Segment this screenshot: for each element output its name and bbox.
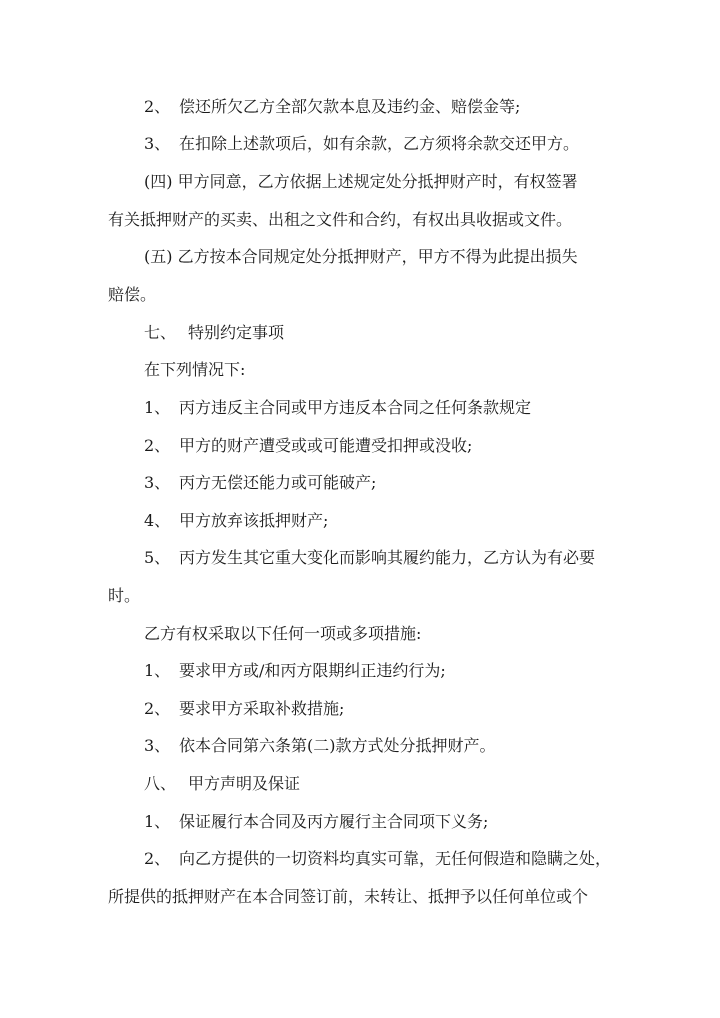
- paragraph-line: [144, 359, 245, 381]
- paragraph-line: [108, 209, 572, 231]
- clause-number: 3、: [144, 473, 171, 492]
- clause-text: 要求甲方采取补救措施;: [179, 699, 345, 718]
- clause-line: [144, 848, 611, 870]
- clause-text: 依本合同第六条第(二)款方式处分抵押财产。: [179, 736, 496, 755]
- clause-line: [144, 472, 376, 494]
- clause-line: [144, 133, 579, 155]
- clause-text: 保证履行本合同及丙方履行主合同项下义务;: [179, 812, 489, 831]
- clause-number: 1、: [144, 661, 171, 680]
- paragraph-text: 时。: [108, 586, 141, 605]
- paragraph-line: [144, 246, 578, 268]
- clause-line: [144, 660, 446, 682]
- clause-number: 2、: [144, 849, 171, 868]
- clause-line: [144, 698, 344, 720]
- clause-text: 甲方放弃该抵押财产;: [179, 511, 329, 530]
- clause-text: 丙方无偿还能力或可能破产;: [179, 473, 377, 492]
- section-number: 八、: [144, 774, 177, 793]
- clause-number: 4、: [144, 511, 171, 530]
- clause-text: 丙方发生其它重大变化而影响其履约能力，乙方认为有必要: [179, 548, 596, 567]
- clause-text: 向乙方提供的一切资料均真实可靠，无任何假造和隐瞒之处，: [179, 849, 612, 868]
- clause-number: 3、: [144, 134, 171, 153]
- clause-number: 5、: [144, 548, 171, 567]
- paragraph-text: (四) 甲方同意，乙方依据上述规定处分抵押财产时，有权签署: [144, 172, 578, 191]
- clause-number: 3、: [144, 736, 171, 755]
- paragraph-text: 在下列情况下:: [144, 360, 246, 379]
- clause-text: 丙方违反主合同或甲方违反本合同之任何条款规定: [179, 398, 532, 417]
- clause-number: 2、: [144, 436, 171, 455]
- clause-text: 甲方的财产遭受或或可能遭受扣押或没收;: [179, 436, 473, 455]
- clause-line: [144, 547, 595, 569]
- clause-line: [144, 397, 531, 419]
- clause-text: 要求甲方或/和丙方限期纠正违约行为;: [179, 661, 446, 680]
- paragraph-line: [108, 284, 156, 306]
- clause-text: 偿还所欠乙方全部欠款本息及违约金、赔偿金等;: [179, 97, 521, 116]
- paragraph-text: 赔偿。: [108, 285, 157, 304]
- clause-number: 2、: [144, 97, 171, 116]
- clause-number: 1、: [144, 398, 171, 417]
- paragraph-text: 所提供的抵押财产在本合同签订前，未转让、抵押予以任何单位或个: [108, 887, 589, 906]
- paragraph-line: [108, 585, 140, 607]
- clause-line: [144, 735, 496, 757]
- section-title: 特别约定事项: [188, 323, 285, 342]
- paragraph-line: [144, 171, 578, 193]
- clause-number: 2、: [144, 699, 171, 718]
- section-number: 七、: [144, 323, 177, 342]
- clause-line: [144, 510, 328, 532]
- paragraph-line: [108, 886, 588, 908]
- clause-number: 1、: [144, 812, 171, 831]
- section-title: 甲方声明及保证: [188, 774, 301, 793]
- paragraph-text: (五) 乙方按本合同规定处分抵押财产，甲方不得为此提出损失: [144, 247, 578, 266]
- paragraph-text: 有关抵押财产的买卖、出租之文件和合约，有权出具收据或文件。: [108, 210, 573, 229]
- paragraph-text: 乙方有权采取以下任何一项或多项措施:: [144, 624, 422, 643]
- section-heading: [144, 322, 284, 344]
- section-heading: [144, 773, 300, 795]
- clause-line: [144, 435, 472, 457]
- clause-text: 在扣除上述款项后，如有余款，乙方须将余款交还甲方。: [179, 134, 580, 153]
- clause-line: [144, 96, 520, 118]
- clause-line: [144, 811, 488, 833]
- paragraph-line: [144, 623, 421, 645]
